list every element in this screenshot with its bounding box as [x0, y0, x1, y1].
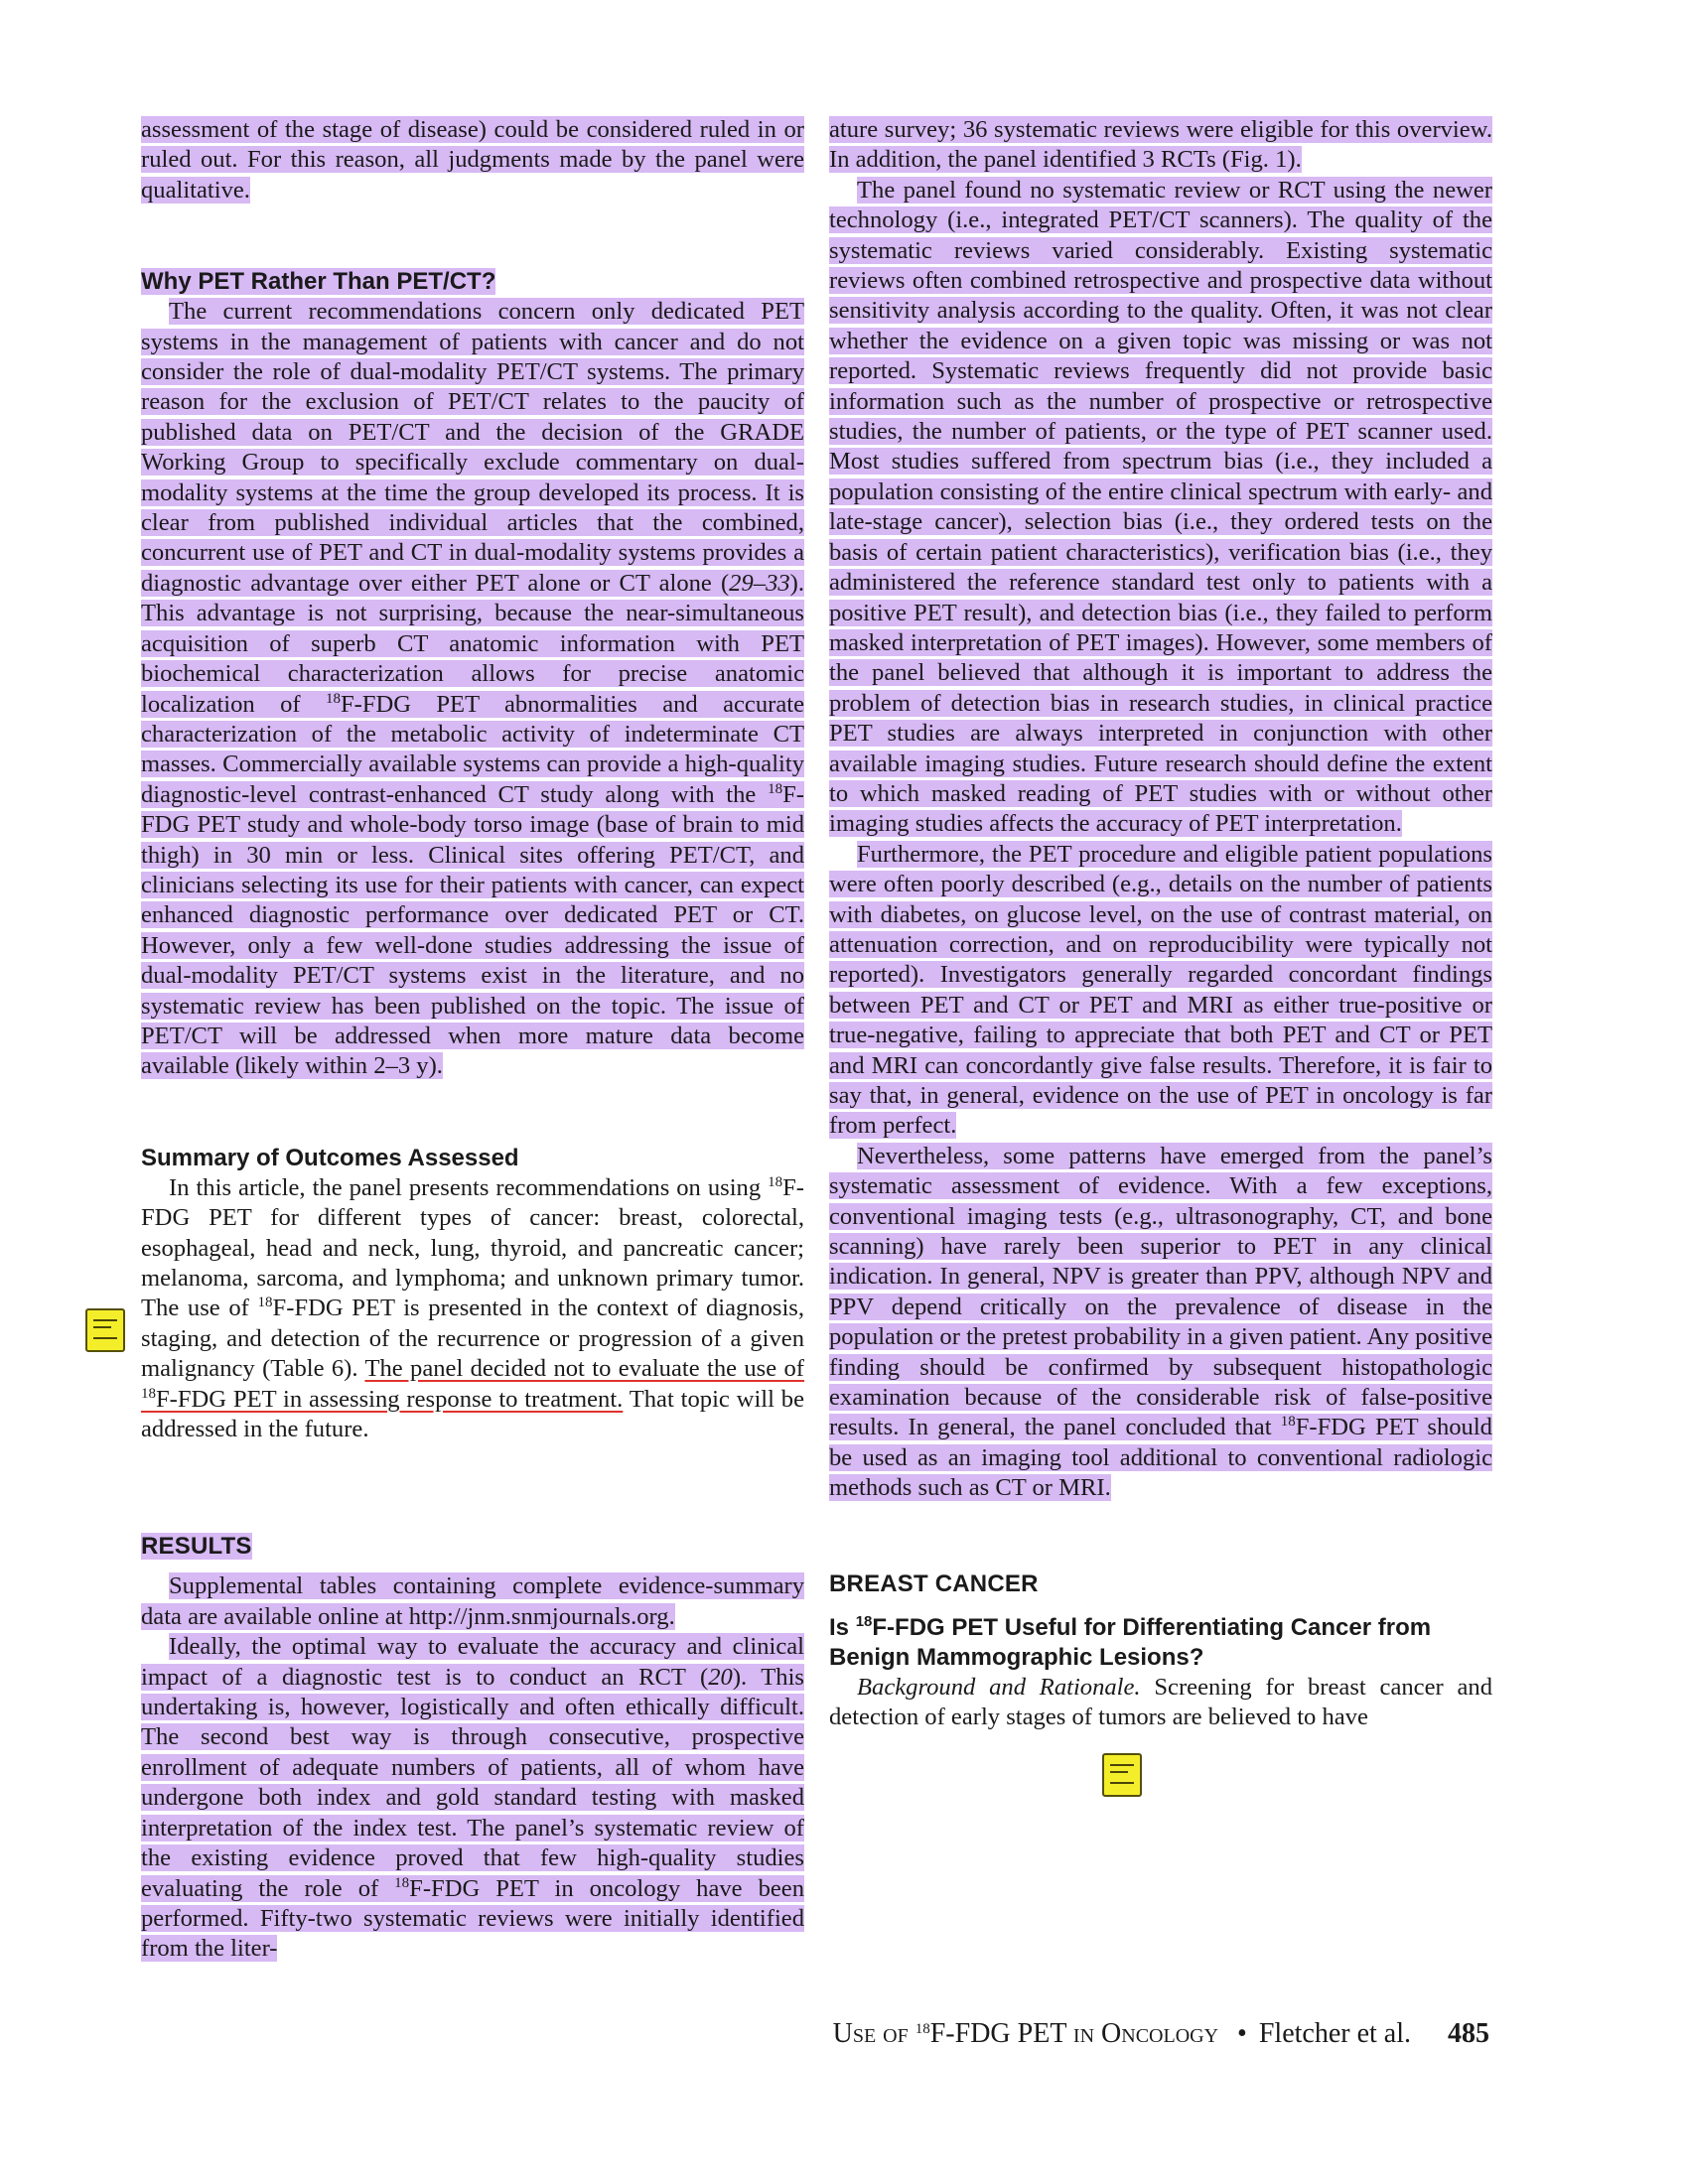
right-paragraph-2 [829, 176, 1492, 840]
section-heading-results: RESULTS [141, 1533, 252, 1561]
red-underline-annotation[interactable]: The panel decided not to evaluate the use of $^{18}$F-FDG PET in assessing response to treatment. [141, 1355, 804, 1413]
right-paragraph-1 [829, 115, 1492, 176]
results-paragraph-2 [141, 1632, 804, 1964]
right-paragraph-3 [829, 840, 1492, 1142]
right-paragraph-4 [829, 1142, 1492, 1504]
summary-paragraph: In this article, the panel presents recommendations on using $^{18}$F-FDG PET for different types of cancer: breast, colorectal, esophageal, head and neck, lung, thyroid, and pancreatic cancer; melanoma, sarcoma, and lymphoma; and unknown primary tumor. The use of $^{18}$F-FDG PET is presented in the context of diagnosis, staging, and detection of the recurrence or progression of a given malignancy (Table 6). The panel decided not to evaluate the use of $^{18}$F-FDG PET in assessing response to treatment. That topic will be addressed in the future. [141, 1173, 805, 1443]
highlight[interactable]: ature survey; 36 systematic reviews were eligible for this overview. In addition, the panel identified 3 RCTs (Fig. 1). [829, 116, 1492, 174]
highlight[interactable]: The panel found no systematic review or RCT using the newer technology (i.e., integrated PET/CT scanners). The quality of the systematic reviews varied considerably. Existing systematic reviews often combined retrospective and prospective data without sensitivity analysis according to the quality. Often, it was not clear whether the evidence on a given topic was missing or was not reported. Systematic reviews frequently did not provide basic information such as the number of prospective or retrospective studies, the number of patients, or the type of PET scanner used. Most studies suffered from spectrum bias (i.e., they included a population consisting of the entire clinical spectrum with early- and late-stage cancer), selection bias (i.e., they ordered tests on the basis of certain patient characteristics), verification bias (i.e., they administered the reference standard test only to patients with a positive PET result), and detection bias (i.e., they failed to perform masked interpretation of PET images). However, some members of the panel believed that although it is important to address the problem of detection bias in research studies, in clinical practice PET studies are always interpreted in conjunction with other available imaging studies. Future research should define the extent to which masked reading of PET studies with or without other imaging studies affects the accuracy of PET interpretation. [829, 176, 1492, 838]
highlight[interactable]: The current recommendations concern only dedicated PET systems in the management of patients with cancer and do not consider the role of dual-modality PET/CT systems. The primary reason for the exclusion of PET/CT relates to the paucity of published data on PET/CT and the decision of the GRADE Working Group to specifically exclude commentary on dual-modality systems at the time the group developed its process. It is clear from published individual articles that the combined, concurrent use of PET and CT in dual-modality systems provides a diagnostic advantage over either PET alone or CT alone (29–33). This advantage is not surprising, because the near-simultaneous acquisition of superb CT anatomic information with PET biochemical characterization allows for precise anatomic localization of $^{18}$F-FDG PET abnormalities and accurate characterization of the metabolic activity of indeterminate CT masses. Commercially available systems can provide a high-quality diagnostic-level contrast-enhanced CT study along with the $^{18}$F-FDG PET study and whole-body torso image (base of brain to mid thigh) in 30 min or less. Clinical sites offering PET/CT, and clinicians selecting its use for their patients with cancer, can expect enhanced diagnostic performance over dedicated PET or CT. However, only a few well-done studies addressing the issue of dual-modality PET/CT systems exist in the literature, and no systematic review has been published on the topic. The issue of PET/CT will be addressed when more mature data become available (likely within 2–3 y). [141, 298, 804, 1080]
background-paragraph: Background and Rationale. Screening for breast cancer and detection of early stages of tumors are believed to have [829, 1673, 1492, 1731]
highlight[interactable]: Supplemental tables containing complete evidence-summary data are available online at http://jnm.snmjournals.org. [141, 1572, 804, 1630]
section-heading-why-pet: Why PET Rather Than PET/CT? [141, 268, 496, 296]
page-number: 485 [1448, 2018, 1489, 2049]
sticky-note-icon[interactable] [85, 1308, 125, 1352]
right-column [829, 115, 1492, 1733]
highlight[interactable]: Nevertheless, some patterns have emerged from the panel’s systematic assessment of evidence. With a few exceptions, conventional imaging tests (e.g., ultrasonography, CT, and bone scanning) have rarely been superior to PET in any clinical indication. In general, NPV is greater than PPV, although NPV and PPV depend critically on the prevalence of disease in the population or the pretest probability in a given patient. Any positive finding should be confirmed by subsequent histopathologic examination because of the considerable risk of false-positive results. In general, the panel concluded that $^{18}$F-FDG PET should be used as an imaging tool additional to conventional radiologic methods such as CT or MRI. [829, 1142, 1492, 1502]
page-footer: Use of $^{18}$F-FDG PET in Oncology • Fletcher et al. 485 [832, 2018, 1489, 2049]
section-heading-summary: Summary of Outcomes Assessed [141, 1144, 519, 1171]
highlight[interactable]: Furthermore, the PET procedure and eligible patient populations were often poorly described (e.g., details on the number of patients with diabetes, on glucose level, on the use of contrast material, on attenuation correction, and on reproducibility were typically not reported). Investigators generally regarded concordant findings between PET and CT or PET and MRI as either true-positive or true-negative, failing to appreciate that both PET and CT or PET and MRI can concordantly give false results. Therefore, it is fair to say that, in general, evidence on the use of PET in oncology is far from perfect. [829, 840, 1492, 1140]
left-column [141, 115, 804, 1965]
subsection-heading-mammographic: Is $^{18}$F-FDG PET Useful for Differentiating Cancer from Benign Mammographic Lesions? [829, 1612, 1432, 1671]
highlight[interactable]: assessment of the stage of disease) could be considered ruled in or ruled out. For this reason, all judgments made by the panel were qualitative. [141, 116, 804, 204]
results-paragraph-1 [141, 1571, 804, 1632]
intro-paragraph [141, 115, 804, 205]
sticky-note-icon[interactable] [1102, 1753, 1142, 1797]
section-heading-breast-cancer: BREAST CANCER [829, 1570, 1039, 1597]
highlight[interactable]: Ideally, the optimal way to evaluate the accuracy and clinical impact of a diagnostic test is to conduct an RCT (20). This undertaking is, however, logistically and often ethically difficult. The second best way is through consecutive, prospective enrollment of adequate numbers of patients, all of whom have undergone both index and gold standard testing with masked interpretation of the index test. The panel’s systematic review of the existing evidence proved that few high-quality studies evaluating the role of $^{18}$F-FDG PET in oncology have been performed. Fifty-two systematic reviews were initially identified from the liter- [141, 1633, 804, 1963]
why-pet-paragraph [141, 297, 804, 1082]
